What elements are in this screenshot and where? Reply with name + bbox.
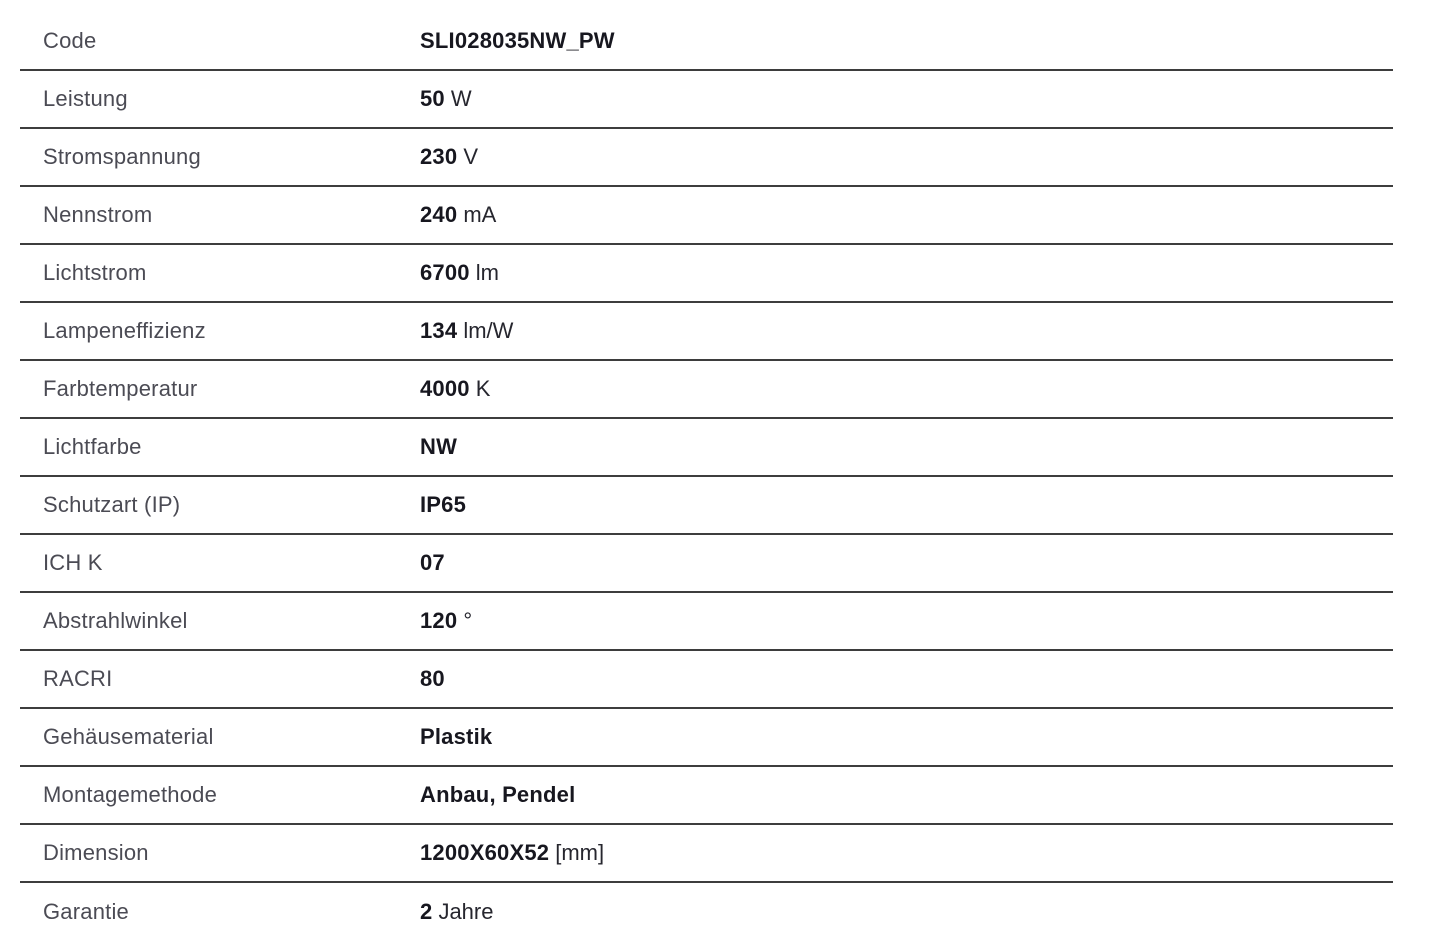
spec-value-number: 1200X60X52: [420, 840, 550, 865]
spec-value-unit: V: [463, 144, 478, 169]
spec-value-number: IP65: [420, 492, 467, 517]
table-row: [20, 593, 1393, 651]
table-row: [20, 187, 1393, 245]
spec-label: Lichtfarbe: [43, 434, 142, 459]
spec-value: [420, 318, 1393, 344]
spec-value: [420, 86, 1393, 112]
table-row: [20, 767, 1393, 825]
table-row: [20, 419, 1393, 477]
table-row: [20, 129, 1393, 187]
table-row: [20, 651, 1393, 709]
spec-value-number: 6700: [420, 260, 470, 285]
spec-value: [420, 28, 1393, 54]
table-row: [20, 13, 1393, 71]
spec-value-number: 120: [420, 608, 458, 633]
spec-value-number: Plastik: [420, 724, 493, 749]
table-row: [20, 361, 1393, 419]
spec-value-unit: lm/W: [463, 318, 514, 343]
spec-label: Garantie: [43, 899, 129, 924]
spec-value: [420, 144, 1393, 170]
spec-value: [420, 550, 1393, 576]
table-row: [20, 535, 1393, 593]
spec-value: [420, 840, 1393, 866]
table-row: [20, 245, 1393, 303]
table-row: [20, 477, 1393, 535]
table-row: [20, 709, 1393, 767]
spec-value: [420, 434, 1393, 460]
table-row: [20, 303, 1393, 361]
spec-value-number: 230: [420, 144, 458, 169]
spec-value-number: SLI028035NW_PW: [420, 28, 615, 53]
spec-value-number: Anbau, Pendel: [420, 782, 576, 807]
spec-value-unit: W: [450, 86, 472, 111]
spec-label: Leistung: [43, 86, 128, 111]
spec-value: [420, 202, 1393, 228]
spec-label: Nennstrom: [43, 202, 153, 227]
spec-value-unit: mA: [463, 202, 497, 227]
table-row: [20, 825, 1393, 883]
spec-label: ICH K: [43, 550, 103, 575]
table-row: [20, 883, 1393, 934]
spec-value: [420, 608, 1393, 634]
spec-value: [420, 782, 1393, 808]
spec-label: Farbtemperatur: [43, 376, 198, 401]
spec-label: Montagemethode: [43, 782, 218, 807]
spec-value-number: 50: [420, 86, 445, 111]
spec-value-number: NW: [420, 434, 458, 459]
spec-value-unit: lm: [475, 260, 499, 285]
spec-label: RACRI: [43, 666, 113, 691]
spec-label: Gehäusematerial: [43, 724, 214, 749]
spec-value: [420, 376, 1393, 402]
spec-value-unit: °: [463, 608, 473, 633]
spec-label: Stromspannung: [43, 144, 201, 169]
spec-value: [420, 260, 1393, 286]
spec-value: [420, 666, 1393, 692]
spec-label: Lichtstrom: [43, 260, 147, 285]
table-row: [20, 71, 1393, 129]
spec-value-number: 240: [420, 202, 458, 227]
spec-label: Abstrahlwinkel: [43, 608, 188, 633]
spec-value-unit: K: [475, 376, 491, 401]
spec-value: [420, 492, 1393, 518]
spec-value-number: 2: [420, 899, 433, 924]
spec-label: Dimension: [43, 840, 149, 865]
spec-value-number: 07: [420, 550, 445, 575]
spec-value-number: 134: [420, 318, 458, 343]
spec-value: [420, 724, 1393, 750]
spec-label: Code: [43, 28, 97, 53]
spec-value-number: 4000: [420, 376, 470, 401]
spec-value-number: 80: [420, 666, 445, 691]
spec-label: Schutzart (IP): [43, 492, 181, 517]
spec-value-unit: Jahre: [438, 899, 494, 924]
spec-label: Lampeneffizienz: [43, 318, 206, 343]
spec-value: [420, 899, 1393, 925]
spec-value-unit: [mm]: [555, 840, 605, 865]
spec-table: [20, 13, 1393, 934]
